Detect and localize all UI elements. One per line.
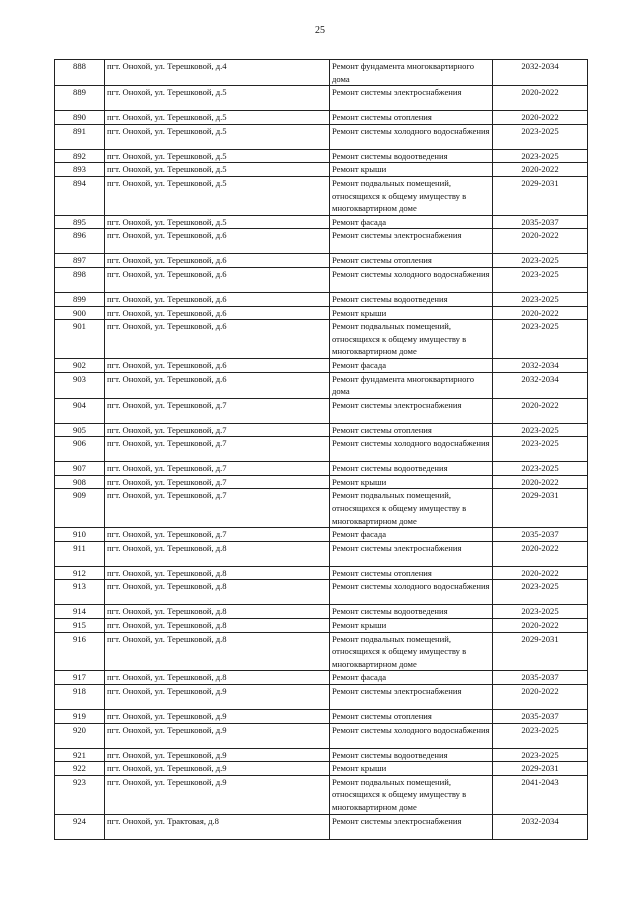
row-address: пгт. Онохой, ул. Терешковой, д.5 bbox=[105, 215, 330, 229]
table-row bbox=[55, 489, 588, 528]
row-period: 2023-2025 bbox=[493, 423, 588, 437]
row-period: 2035-2037 bbox=[493, 671, 588, 685]
row-period: 2032-2034 bbox=[493, 372, 588, 398]
row-number: 889 bbox=[55, 86, 105, 111]
row-work-type: Ремонт системы электроснабжения bbox=[330, 86, 493, 111]
row-period: 2023-2025 bbox=[493, 292, 588, 306]
row-period: 2020-2022 bbox=[493, 86, 588, 111]
row-number: 909 bbox=[55, 489, 105, 528]
row-period: 2023-2025 bbox=[493, 462, 588, 476]
row-number: 924 bbox=[55, 814, 105, 839]
table-row bbox=[55, 398, 588, 423]
row-work-type: Ремонт подвальных помещений, относящихся к общему имуществу в многоквартирном доме bbox=[330, 632, 493, 671]
row-period: 2023-2025 bbox=[493, 124, 588, 149]
row-number: 923 bbox=[55, 775, 105, 814]
repair-schedule-table bbox=[54, 59, 588, 840]
row-period: 2023-2025 bbox=[493, 149, 588, 163]
row-work-type: Ремонт системы электроснабжения bbox=[330, 814, 493, 839]
table-row bbox=[55, 762, 588, 776]
row-work-type: Ремонт системы отопления bbox=[330, 566, 493, 580]
row-number: 916 bbox=[55, 632, 105, 671]
row-period: 2023-2025 bbox=[493, 723, 588, 748]
row-number: 894 bbox=[55, 176, 105, 215]
table-row bbox=[55, 292, 588, 306]
table-row bbox=[55, 60, 588, 86]
row-number: 907 bbox=[55, 462, 105, 476]
row-work-type: Ремонт системы водоотведения bbox=[330, 748, 493, 762]
row-address: пгт. Онохой, ул. Терешковой, д.8 bbox=[105, 619, 330, 633]
row-work-type: Ремонт системы водоотведения bbox=[330, 605, 493, 619]
row-number: 897 bbox=[55, 254, 105, 268]
row-work-type: Ремонт подвальных помещений, относящихся к общему имуществу в многоквартирном доме bbox=[330, 775, 493, 814]
row-work-type: Ремонт фасада bbox=[330, 358, 493, 372]
row-period: 2023-2025 bbox=[493, 605, 588, 619]
table-row bbox=[55, 710, 588, 724]
table-row bbox=[55, 176, 588, 215]
row-work-type: Ремонт системы холодного водоснабжения bbox=[330, 580, 493, 605]
row-work-type: Ремонт крыши bbox=[330, 619, 493, 633]
row-number: 913 bbox=[55, 580, 105, 605]
table-row bbox=[55, 748, 588, 762]
table-row bbox=[55, 229, 588, 254]
row-work-type: Ремонт системы водоотведения bbox=[330, 149, 493, 163]
row-address: пгт. Онохой, ул. Терешковой, д.9 bbox=[105, 748, 330, 762]
row-number: 905 bbox=[55, 423, 105, 437]
row-period: 2029-2031 bbox=[493, 632, 588, 671]
row-work-type: Ремонт системы водоотведения bbox=[330, 462, 493, 476]
row-work-type: Ремонт крыши bbox=[330, 762, 493, 776]
table-row bbox=[55, 372, 588, 398]
row-number: 899 bbox=[55, 292, 105, 306]
table-row bbox=[55, 111, 588, 125]
row-number: 898 bbox=[55, 267, 105, 292]
row-number: 890 bbox=[55, 111, 105, 125]
row-work-type: Ремонт системы отопления bbox=[330, 710, 493, 724]
row-period: 2020-2022 bbox=[493, 541, 588, 566]
row-address: пгт. Онохой, ул. Терешковой, д.8 bbox=[105, 580, 330, 605]
row-period: 2020-2022 bbox=[493, 685, 588, 710]
row-address: пгт. Онохой, ул. Терешковой, д.6 bbox=[105, 292, 330, 306]
row-address: пгт. Онохой, ул. Терешковой, д.6 bbox=[105, 358, 330, 372]
row-work-type: Ремонт системы холодного водоснабжения bbox=[330, 267, 493, 292]
row-period: 2029-2031 bbox=[493, 762, 588, 776]
row-address: пгт. Онохой, ул. Терешковой, д.9 bbox=[105, 775, 330, 814]
table-row bbox=[55, 814, 588, 839]
row-period: 2020-2022 bbox=[493, 163, 588, 177]
row-period: 2020-2022 bbox=[493, 111, 588, 125]
row-address: пгт. Онохой, ул. Терешковой, д.7 bbox=[105, 398, 330, 423]
row-period: 2023-2025 bbox=[493, 254, 588, 268]
row-period: 2029-2031 bbox=[493, 176, 588, 215]
row-address: пгт. Онохой, ул. Терешковой, д.5 bbox=[105, 124, 330, 149]
table-row bbox=[55, 423, 588, 437]
table-row bbox=[55, 566, 588, 580]
row-address: пгт. Онохой, ул. Терешковой, д.5 bbox=[105, 163, 330, 177]
table-row bbox=[55, 163, 588, 177]
row-number: 906 bbox=[55, 437, 105, 462]
table-row bbox=[55, 437, 588, 462]
row-period: 2020-2022 bbox=[493, 619, 588, 633]
table-row bbox=[55, 149, 588, 163]
row-number: 904 bbox=[55, 398, 105, 423]
table-row bbox=[55, 605, 588, 619]
row-number: 912 bbox=[55, 566, 105, 580]
row-work-type: Ремонт системы электроснабжения bbox=[330, 541, 493, 566]
row-address: пгт. Онохой, ул. Терешковой, д.6 bbox=[105, 267, 330, 292]
row-period: 2032-2034 bbox=[493, 814, 588, 839]
row-address: пгт. Онохой, ул. Терешковой, д.8 bbox=[105, 632, 330, 671]
row-address: пгт. Онохой, ул. Терешковой, д.7 bbox=[105, 489, 330, 528]
row-address: пгт. Онохой, ул. Терешковой, д.8 bbox=[105, 566, 330, 580]
table-row bbox=[55, 528, 588, 542]
table-row bbox=[55, 685, 588, 710]
table-row bbox=[55, 254, 588, 268]
row-number: 900 bbox=[55, 306, 105, 320]
row-period: 2035-2037 bbox=[493, 710, 588, 724]
row-number: 920 bbox=[55, 723, 105, 748]
table-row bbox=[55, 306, 588, 320]
row-number: 917 bbox=[55, 671, 105, 685]
row-address: пгт. Онохой, ул. Терешковой, д.6 bbox=[105, 320, 330, 359]
row-address: пгт. Онохой, ул. Терешковой, д.4 bbox=[105, 60, 330, 86]
row-work-type: Ремонт подвальных помещений, относящихся к общему имуществу в многоквартирном доме bbox=[330, 176, 493, 215]
row-work-type: Ремонт системы холодного водоснабжения bbox=[330, 437, 493, 462]
table-row bbox=[55, 86, 588, 111]
table-row bbox=[55, 541, 588, 566]
row-address: пгт. Онохой, ул. Терешковой, д.9 bbox=[105, 723, 330, 748]
row-period: 2020-2022 bbox=[493, 398, 588, 423]
row-work-type: Ремонт фасада bbox=[330, 215, 493, 229]
row-work-type: Ремонт системы электроснабжения bbox=[330, 229, 493, 254]
row-period: 2035-2037 bbox=[493, 215, 588, 229]
row-number: 895 bbox=[55, 215, 105, 229]
table-row bbox=[55, 671, 588, 685]
row-address: пгт. Онохой, ул. Терешковой, д.8 bbox=[105, 605, 330, 619]
row-work-type: Ремонт системы холодного водоснабжения bbox=[330, 723, 493, 748]
row-number: 919 bbox=[55, 710, 105, 724]
row-period: 2032-2034 bbox=[493, 358, 588, 372]
row-work-type: Ремонт фасада bbox=[330, 528, 493, 542]
row-address: пгт. Онохой, ул. Терешковой, д.9 bbox=[105, 685, 330, 710]
row-work-type: Ремонт подвальных помещений, относящихся к общему имуществу в многоквартирном доме bbox=[330, 489, 493, 528]
row-period: 2023-2025 bbox=[493, 267, 588, 292]
row-address: пгт. Онохой, ул. Терешковой, д.6 bbox=[105, 372, 330, 398]
row-number: 915 bbox=[55, 619, 105, 633]
row-work-type: Ремонт фасада bbox=[330, 671, 493, 685]
table-row bbox=[55, 580, 588, 605]
row-work-type: Ремонт крыши bbox=[330, 306, 493, 320]
row-address: пгт. Онохой, ул. Терешковой, д.5 bbox=[105, 86, 330, 111]
row-address: пгт. Онохой, ул. Терешковой, д.5 bbox=[105, 176, 330, 215]
row-number: 911 bbox=[55, 541, 105, 566]
row-address: пгт. Онохой, ул. Терешковой, д.7 bbox=[105, 475, 330, 489]
row-period: 2020-2022 bbox=[493, 475, 588, 489]
row-number: 922 bbox=[55, 762, 105, 776]
row-period: 2041-2043 bbox=[493, 775, 588, 814]
row-period: 2029-2031 bbox=[493, 489, 588, 528]
row-work-type: Ремонт крыши bbox=[330, 163, 493, 177]
row-address: пгт. Онохой, ул. Терешковой, д.5 bbox=[105, 149, 330, 163]
row-work-type: Ремонт системы холодного водоснабжения bbox=[330, 124, 493, 149]
row-address: пгт. Онохой, ул. Терешковой, д.9 bbox=[105, 710, 330, 724]
row-address: пгт. Онохой, ул. Терешковой, д.7 bbox=[105, 423, 330, 437]
row-work-type: Ремонт подвальных помещений, относящихся к общему имуществу в многоквартирном доме bbox=[330, 320, 493, 359]
table-row bbox=[55, 723, 588, 748]
row-number: 901 bbox=[55, 320, 105, 359]
row-period: 2023-2025 bbox=[493, 748, 588, 762]
row-address: пгт. Онохой, ул. Трактовая, д.8 bbox=[105, 814, 330, 839]
row-address: пгт. Онохой, ул. Терешковой, д.7 bbox=[105, 437, 330, 462]
row-period: 2032-2034 bbox=[493, 60, 588, 86]
row-work-type: Ремонт системы отопления bbox=[330, 111, 493, 125]
row-address: пгт. Онохой, ул. Терешковой, д.5 bbox=[105, 111, 330, 125]
row-number: 891 bbox=[55, 124, 105, 149]
table-row bbox=[55, 320, 588, 359]
row-period: 2023-2025 bbox=[493, 437, 588, 462]
table-row bbox=[55, 124, 588, 149]
page-number: 25 bbox=[315, 25, 325, 36]
row-period: 2020-2022 bbox=[493, 306, 588, 320]
row-work-type: Ремонт фундамента многоквартирного дома bbox=[330, 60, 493, 86]
row-work-type: Ремонт крыши bbox=[330, 475, 493, 489]
table-row bbox=[55, 215, 588, 229]
row-address: пгт. Онохой, ул. Терешковой, д.8 bbox=[105, 671, 330, 685]
row-number: 910 bbox=[55, 528, 105, 542]
table-row bbox=[55, 462, 588, 476]
table-row bbox=[55, 775, 588, 814]
row-number: 921 bbox=[55, 748, 105, 762]
row-number: 893 bbox=[55, 163, 105, 177]
row-number: 908 bbox=[55, 475, 105, 489]
row-period: 2023-2025 bbox=[493, 320, 588, 359]
row-work-type: Ремонт системы электроснабжения bbox=[330, 685, 493, 710]
table-row bbox=[55, 475, 588, 489]
row-number: 888 bbox=[55, 60, 105, 86]
row-address: пгт. Онохой, ул. Терешковой, д.9 bbox=[105, 762, 330, 776]
row-address: пгт. Онохой, ул. Терешковой, д.7 bbox=[105, 528, 330, 542]
row-period: 2023-2025 bbox=[493, 580, 588, 605]
row-number: 903 bbox=[55, 372, 105, 398]
row-work-type: Ремонт фундамента многоквартирного дома bbox=[330, 372, 493, 398]
row-number: 896 bbox=[55, 229, 105, 254]
table-row bbox=[55, 632, 588, 671]
row-work-type: Ремонт системы отопления bbox=[330, 423, 493, 437]
row-address: пгт. Онохой, ул. Терешковой, д.6 bbox=[105, 229, 330, 254]
row-address: пгт. Онохой, ул. Терешковой, д.8 bbox=[105, 541, 330, 566]
table-row bbox=[55, 267, 588, 292]
row-number: 918 bbox=[55, 685, 105, 710]
row-work-type: Ремонт системы водоотведения bbox=[330, 292, 493, 306]
row-work-type: Ремонт системы отопления bbox=[330, 254, 493, 268]
row-work-type: Ремонт системы электроснабжения bbox=[330, 398, 493, 423]
row-period: 2020-2022 bbox=[493, 229, 588, 254]
row-period: 2020-2022 bbox=[493, 566, 588, 580]
row-period: 2035-2037 bbox=[493, 528, 588, 542]
row-address: пгт. Онохой, ул. Терешковой, д.7 bbox=[105, 462, 330, 476]
table-row bbox=[55, 619, 588, 633]
row-number: 902 bbox=[55, 358, 105, 372]
row-number: 914 bbox=[55, 605, 105, 619]
row-address: пгт. Онохой, ул. Терешковой, д.6 bbox=[105, 254, 330, 268]
table-row bbox=[55, 358, 588, 372]
row-address: пгт. Онохой, ул. Терешковой, д.6 bbox=[105, 306, 330, 320]
row-number: 892 bbox=[55, 149, 105, 163]
